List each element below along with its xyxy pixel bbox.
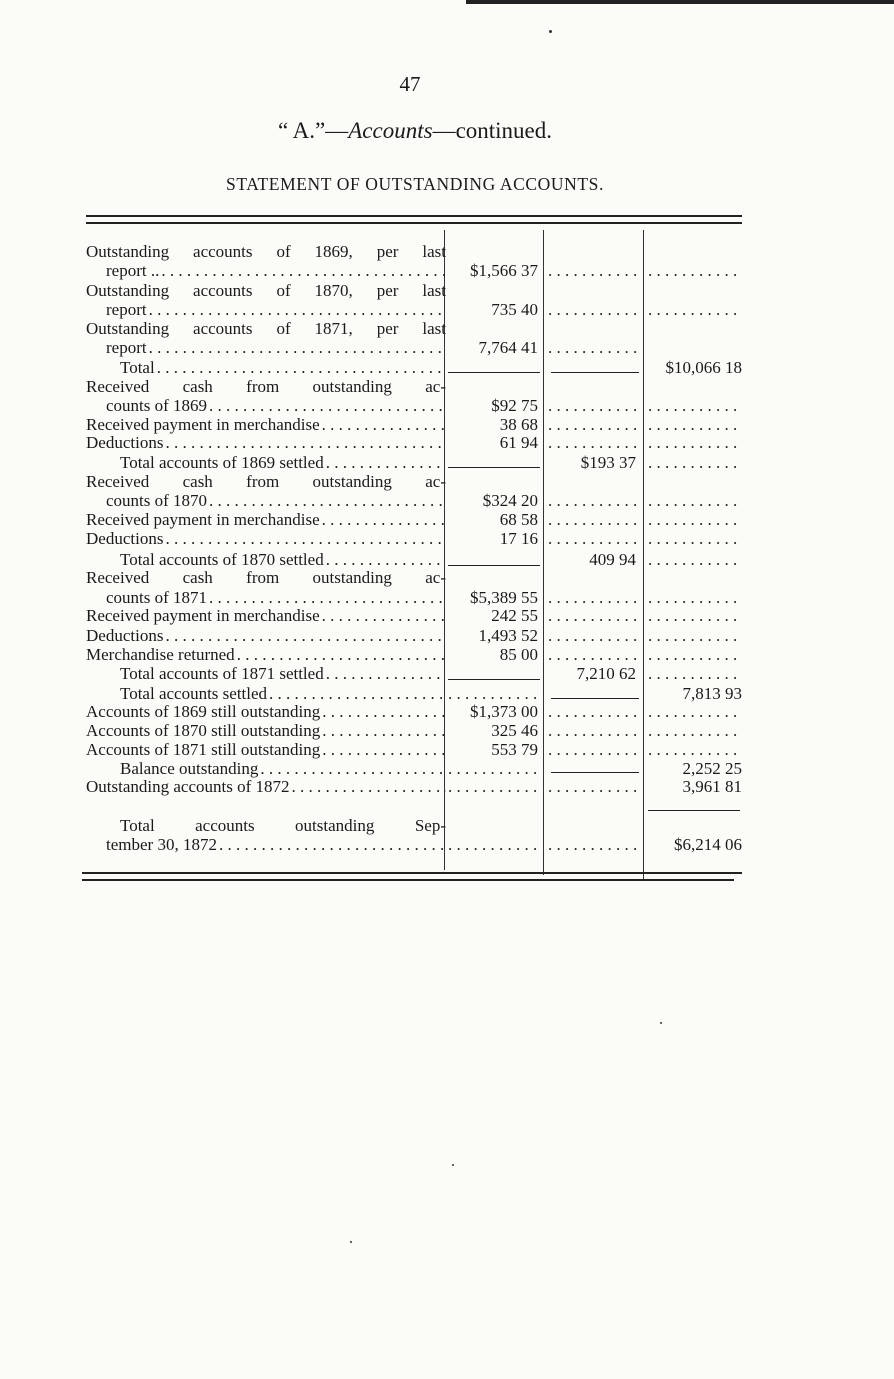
dotted-empty-cell — [548, 703, 638, 721]
dot-leader — [163, 530, 446, 548]
row-label — [86, 320, 446, 338]
page-number: 47 — [399, 72, 421, 96]
row-label — [120, 454, 446, 472]
amount-col1: $92 75 — [491, 396, 538, 415]
amount-col2: 409 94 — [589, 550, 636, 569]
ink-speck — [660, 1022, 662, 1024]
row-label — [86, 703, 446, 721]
dot-leader — [217, 836, 446, 854]
row-label — [106, 339, 446, 357]
dotted-empty-cell — [648, 551, 740, 569]
row-label-text: Outstanding accounts of 1872 — [86, 777, 290, 796]
amount-col1: $1,566 37 — [470, 261, 538, 280]
row-label-text: Deductions — [86, 529, 164, 548]
row-label-text: Deductions — [86, 626, 164, 645]
dot-leader — [147, 339, 446, 357]
row-label-text: Balance outstanding — [120, 759, 259, 778]
dotted-empty-cell — [648, 530, 740, 548]
row-label — [106, 397, 446, 415]
top-edge-rule — [466, 0, 894, 4]
amount-col1: 1,493 52 — [478, 626, 538, 645]
amount-col1: $5,389 55 — [470, 588, 538, 607]
dotted-empty-cell — [448, 685, 538, 703]
dot-leader — [147, 301, 446, 319]
row-label-text: report — [106, 300, 147, 319]
row-label-text: Accounts of 1871 still outstanding — [86, 740, 321, 759]
row-label — [120, 359, 446, 377]
dotted-empty-cell — [648, 741, 740, 759]
dot-leader — [324, 665, 446, 683]
row-label — [86, 511, 446, 529]
dotted-empty-cell — [548, 492, 638, 510]
dotted-empty-cell — [648, 607, 740, 625]
ink-speck — [452, 1164, 454, 1166]
subtotal-rule — [648, 810, 740, 811]
dot-leader — [320, 607, 446, 625]
amount-col3: 7,813 93 — [682, 684, 742, 703]
amount-col3: $6,214 06 — [674, 835, 742, 854]
dotted-empty-cell — [648, 646, 740, 664]
row-label — [86, 607, 446, 625]
row-label — [86, 778, 446, 796]
dot-leader — [163, 627, 446, 645]
row-label — [86, 722, 446, 740]
row-label-text: Total accounts outstanding Sep- — [120, 816, 446, 835]
row-label — [86, 282, 446, 300]
amount-col1: 61 94 — [499, 433, 538, 452]
row-label — [106, 301, 446, 319]
section-heading — [0, 118, 830, 144]
amount-col1: $1,373 00 — [470, 702, 538, 721]
dotted-empty-cell — [548, 339, 638, 357]
dotted-empty-cell — [648, 492, 740, 510]
amount-col3: $10,066 18 — [665, 358, 742, 377]
table-top-rule — [86, 215, 742, 217]
subtotal-rule — [551, 772, 639, 773]
amount-col1: 17 16 — [499, 529, 538, 548]
dotted-empty-cell — [548, 778, 638, 796]
ink-speck — [350, 1241, 352, 1243]
amount-col3: 2,252 25 — [682, 759, 742, 778]
dot-leader — [155, 359, 446, 377]
row-label — [86, 473, 446, 491]
row-label-text: report — [106, 338, 147, 357]
dotted-empty-cell — [548, 607, 638, 625]
dotted-empty-cell — [548, 722, 638, 740]
subtotal-rule — [448, 679, 540, 680]
dot-leader — [159, 262, 446, 280]
heading-italic: Accounts — [348, 118, 433, 143]
row-label-text: Received payment in merchandise — [86, 510, 320, 529]
dotted-empty-cell — [648, 665, 740, 683]
amount-col1: 68 58 — [499, 510, 538, 529]
dotted-empty-cell — [548, 397, 638, 415]
row-label-text: Deductions — [86, 433, 164, 452]
dot-leader — [207, 397, 446, 415]
row-label — [106, 836, 446, 854]
dot-leader — [320, 511, 446, 529]
row-label-text: counts of 1871 — [106, 588, 208, 607]
dotted-empty-cell — [548, 434, 638, 452]
row-label — [86, 416, 446, 434]
dotted-empty-cell — [648, 589, 740, 607]
row-label-text: Outstanding accounts of 1870, per last — [86, 281, 446, 300]
row-label — [86, 243, 446, 261]
amount-col2: 7,210 62 — [576, 664, 636, 683]
dot-leader — [163, 434, 446, 452]
row-label — [86, 378, 446, 396]
dotted-empty-cell — [548, 511, 638, 529]
row-label-text: Accounts of 1869 still outstanding — [86, 702, 321, 721]
dotted-empty-cell — [648, 301, 740, 319]
amount-col1: 325 46 — [491, 721, 538, 740]
row-label — [86, 530, 446, 548]
subtotal-rule — [448, 467, 540, 468]
dotted-empty-cell — [548, 836, 638, 854]
dot-leader — [207, 492, 446, 510]
table-top-rule-2 — [86, 222, 742, 224]
subtotal-rule — [551, 698, 639, 699]
dotted-empty-cell — [648, 397, 740, 415]
row-label-text: report .. — [106, 261, 160, 280]
row-label-text: Accounts of 1870 still outstanding — [86, 721, 321, 740]
row-label-text: Merchandise returned — [86, 645, 235, 664]
row-label-text: Received payment in merchandise — [86, 415, 320, 434]
dotted-empty-cell — [648, 262, 740, 280]
row-label — [120, 760, 446, 778]
subtotal-rule — [448, 565, 540, 566]
row-label — [120, 685, 446, 703]
row-label-text: Total accounts of 1870 settled — [120, 550, 324, 569]
dotted-empty-cell — [648, 416, 740, 434]
amount-col1: $324 20 — [482, 491, 538, 510]
subtotal-rule — [551, 372, 639, 373]
row-label — [120, 665, 446, 683]
dotted-empty-cell — [548, 589, 638, 607]
row-label — [86, 627, 446, 645]
dot-leader — [320, 703, 446, 721]
dotted-empty-cell — [548, 741, 638, 759]
heading-prefix: “ A.”— — [277, 118, 349, 143]
row-label-text: Received cash from outstanding ac- — [86, 472, 446, 491]
amount-col1: 7,764 41 — [478, 338, 538, 357]
row-label-text: counts of 1870 — [106, 491, 208, 510]
subtotal-rule — [448, 372, 540, 373]
amount-col1: 735 40 — [491, 300, 538, 319]
dot-leader — [258, 760, 446, 778]
dotted-empty-cell — [548, 416, 638, 434]
dotted-empty-cell — [648, 511, 740, 529]
row-label — [86, 741, 446, 759]
row-label — [120, 817, 446, 835]
dotted-empty-cell — [548, 301, 638, 319]
amount-col2: $193 37 — [580, 453, 636, 472]
dot-leader — [235, 646, 446, 664]
table-bottom-rule-2 — [82, 879, 734, 881]
row-label-text: tember 30, 1872 — [106, 835, 217, 854]
dot-leader — [320, 722, 446, 740]
heading-suffix: —continued. — [432, 118, 553, 143]
row-label — [86, 646, 446, 664]
row-label-text: Total accounts of 1871 settled — [120, 664, 324, 683]
dotted-empty-cell — [448, 760, 538, 778]
dotted-empty-cell — [648, 722, 740, 740]
row-label-text: Total accounts settled — [120, 684, 268, 703]
dot-leader — [320, 416, 446, 434]
dotted-empty-cell — [548, 530, 638, 548]
row-label — [120, 551, 446, 569]
row-label — [106, 262, 446, 280]
row-label-text: Total — [120, 358, 155, 377]
table-bottom-rule — [82, 872, 742, 874]
amount-col1: 553 79 — [491, 740, 538, 759]
dot-leader — [324, 454, 446, 472]
row-label-text: Received cash from outstanding ac- — [86, 568, 446, 587]
dotted-empty-cell — [648, 434, 740, 452]
dot-leader — [320, 741, 446, 759]
dotted-empty-cell — [548, 627, 638, 645]
amount-col1: 242 55 — [491, 606, 538, 625]
row-label-text: Total accounts of 1869 settled — [120, 453, 324, 472]
dot-leader — [267, 685, 446, 703]
row-label-text: Outstanding accounts of 1869, per last — [86, 242, 446, 261]
row-label-text: counts of 1869 — [106, 396, 208, 415]
ink-speck — [549, 30, 552, 33]
dotted-empty-cell — [548, 262, 638, 280]
row-label-text: Received payment in merchandise — [86, 606, 320, 625]
amount-col1: 38 68 — [499, 415, 538, 434]
row-label — [106, 589, 446, 607]
amount-col1: 85 00 — [499, 645, 538, 664]
dot-leader — [324, 551, 446, 569]
row-label — [106, 492, 446, 510]
row-label — [86, 569, 446, 587]
dotted-empty-cell — [648, 703, 740, 721]
dotted-empty-cell — [448, 778, 538, 796]
dot-leader — [290, 778, 447, 796]
row-label-text: Received cash from outstanding ac- — [86, 377, 446, 396]
dotted-empty-cell — [548, 646, 638, 664]
dot-leader — [207, 589, 446, 607]
row-label-text: Outstanding accounts of 1871, per last — [86, 319, 446, 338]
statement-title: STATEMENT OF OUTSTANDING ACCOUNTS. — [226, 174, 604, 194]
dotted-empty-cell — [648, 627, 740, 645]
amount-col3: 3,961 81 — [682, 777, 742, 796]
row-label — [86, 434, 446, 452]
dotted-empty-cell — [648, 454, 740, 472]
dotted-empty-cell — [448, 836, 538, 854]
